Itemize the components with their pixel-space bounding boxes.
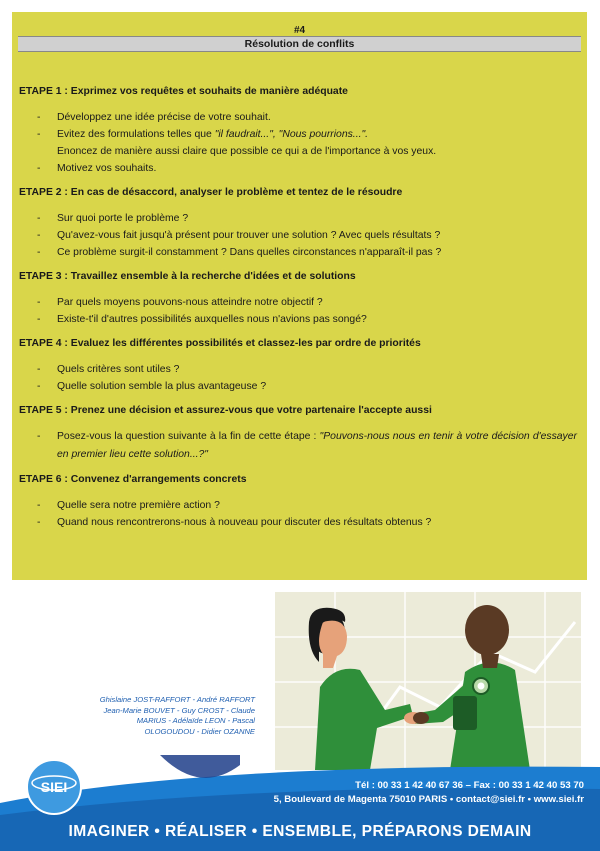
step-heading: ETAPE 5 : Prenez une décision et assurez-vous que votre partenaire l'accepte aussi xyxy=(19,405,432,416)
list-item-text: Evitez des formulations telles que xyxy=(57,129,212,140)
list-item: - Existe-t'il d'autres possibilités auxquelles nous n'avions pas songé? xyxy=(19,311,577,328)
authors-credit xyxy=(80,695,255,737)
quoted-example: "il faudrait...", "Nous pourrions...". xyxy=(214,129,369,140)
step-4 xyxy=(19,337,577,395)
list-item: - Quand nous rencontrerons-nous à nouveau pour discuter des résultats obtenus ? xyxy=(19,514,577,531)
list-item xyxy=(19,126,577,160)
list-item-continuation: Enoncez de manière aussi claire que possible ce qui a de l'importance à vos yeux. xyxy=(57,146,437,157)
step-1 xyxy=(19,85,577,177)
list-item: - Quels critères sont utiles ? xyxy=(19,361,577,378)
list-item: - Qu'avez-vous fait jusqu'à présent pour trouver une solution ? Avec quels résultats ? xyxy=(19,227,577,244)
step-heading: ETAPE 3 : Travaillez ensemble à la recherche d'idées et de solutions xyxy=(19,271,356,282)
author-line: Ghislaine JOST-RAFFORT - André RAFFORT xyxy=(99,695,255,704)
step-heading: ETAPE 2 : En cas de désaccord, analyser le problème et tentez de le résoudre xyxy=(19,187,403,198)
handshake-illustration xyxy=(275,592,581,770)
list-item: - Sur quoi porte le problème ? xyxy=(19,210,577,227)
step-3 xyxy=(19,270,577,328)
step-heading: ETAPE 6 : Convenez d'arrangements concrets xyxy=(19,474,247,485)
list-item: - Quelle solution semble la plus avantageuse ? xyxy=(19,378,577,395)
contact-block xyxy=(274,779,584,807)
author-line: MARIUS - Adélaïde LEON - Pascal xyxy=(136,716,255,725)
steps-content xyxy=(19,85,577,540)
sheet-number: #4 xyxy=(293,25,306,36)
step-6 xyxy=(19,473,577,531)
list-item: - Développez une idée précise de votre souhait. xyxy=(19,109,577,126)
footer xyxy=(0,755,600,851)
list-item: - Quelle sera notre première action ? xyxy=(19,497,577,514)
list-item: - Par quels moyens pouvons-nous atteindre notre objectif ? xyxy=(19,294,577,311)
address-line: 5, Boulevard de Magenta 75010 PARIS • contact@siei.fr • www.siei.fr xyxy=(273,794,584,805)
step-heading: ETAPE 1 : Exprimez vos requêtes et souhaits de manière adéquate xyxy=(19,86,348,97)
step-5 xyxy=(19,404,577,464)
conflict-resolution-panel xyxy=(12,12,587,580)
list-item: - Motivez vos souhaits. xyxy=(19,160,577,177)
slogan: IMAGINER • RÉALISER • ENSEMBLE, PRÉPARONS DEMAIN xyxy=(68,823,532,840)
step-2 xyxy=(19,186,577,261)
list-item: - Ce problème surgit-il constamment ? Dans quelles circonstances n'apparaît-il pas ? xyxy=(19,244,577,261)
logo-text: SIEI xyxy=(40,779,68,795)
siei-logo xyxy=(24,757,84,817)
author-line: OLOGOUDOU - Didier OZANNE xyxy=(144,726,255,736)
author-line: Jean-Marie BOUVET - Guy CROST - Claude xyxy=(103,705,255,715)
quoted-question: "Pouvons-nous nous en tenir à votre décision d'essayer en premier lieu cette solution...?" xyxy=(57,431,577,460)
list-item-text: Posez-vous la question suivante à la fin de cette étape : xyxy=(57,431,317,442)
page-title: Résolution de conflits xyxy=(18,36,581,52)
step-heading: ETAPE 4 : Evaluez les différentes possibilités et classez-les par ordre de priorités xyxy=(19,338,421,349)
phone-fax-line: Tél : 00 33 1 42 40 67 36 – Fax : 00 33 1 42 40 53 70 xyxy=(355,780,584,791)
list-item xyxy=(19,428,577,464)
